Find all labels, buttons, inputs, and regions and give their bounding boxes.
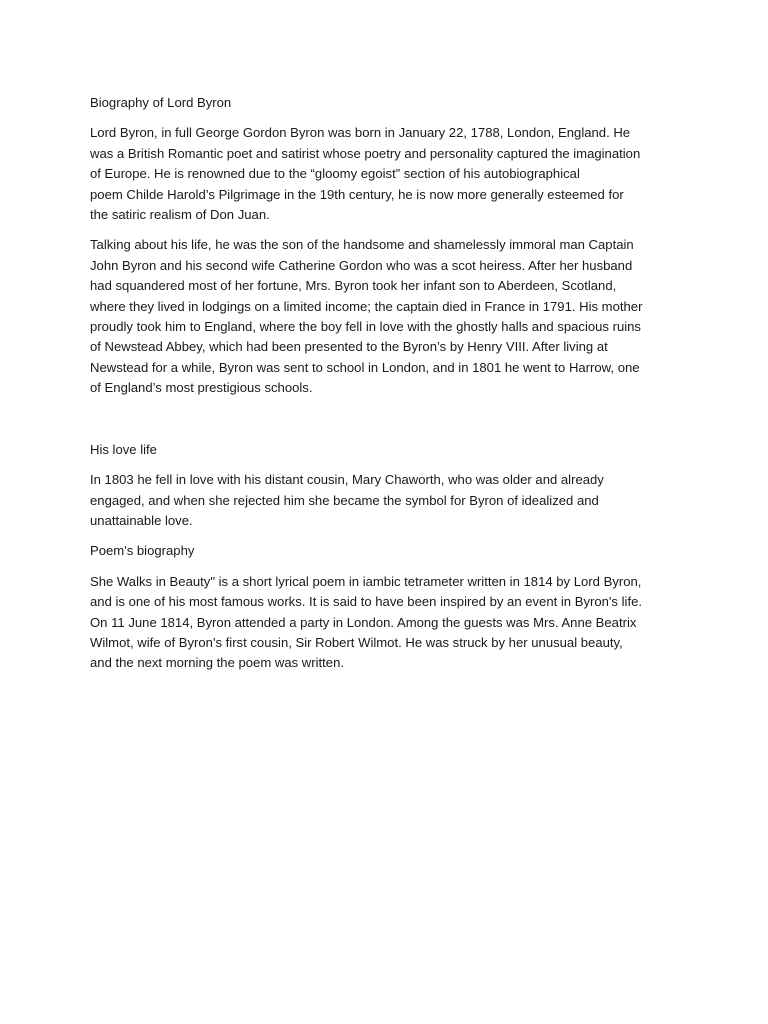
paragraph-line: engaged, and when she rejected him she became the symbol for Byron of idealized and bbox=[90, 492, 599, 508]
love-life-heading: His love life bbox=[90, 441, 157, 457]
paragraph-line: where they lived in lodgings on a limited income; the captain died in France in 1791. His mother bbox=[90, 298, 643, 314]
paragraph-line: Wilmot, wife of Byron's first cousin, Sir Robert Wilmot. He was struck by her unusual beauty, bbox=[90, 634, 623, 650]
paragraph-line: of Newstead Abbey, which had been presented to the Byron’s by Henry VIII. After living at bbox=[90, 339, 608, 355]
document-title: Biography of Lord Byron bbox=[90, 95, 232, 110]
poem-paragraph bbox=[90, 572, 690, 674]
paragraph-line: of Europe. He is renowned due to the “gloomy egoist” section of his autobiographical bbox=[90, 166, 580, 182]
life-paragraph bbox=[90, 235, 690, 398]
paragraph-line: had squandered most of her fortune, Mrs. Byron took her infant son to Aberdeen, Scotland, bbox=[90, 278, 617, 294]
blank-spacer bbox=[90, 409, 690, 440]
document-page bbox=[90, 93, 690, 684]
paragraph-line: She Walks in Beauty" is a short lyrical poem in iambic tetrameter written in 1814 by Lord Byron, bbox=[90, 573, 642, 589]
poem-heading: Poem's biography bbox=[90, 543, 195, 559]
paragraph-line: of England’s most prestigious schools. bbox=[90, 380, 313, 396]
paragraph-line: John Byron and his second wife Catherine Gordon who was a scot heiress. After her husband bbox=[90, 257, 633, 273]
paragraph-line: Talking about his life, he was the son of the handsome and shamelessly immoral man Captain bbox=[90, 237, 634, 253]
paragraph-line: the satiric realism of Don Juan. bbox=[90, 207, 270, 223]
paragraph-line: poem Childe Harold’s Pilgrimage in the 19th century, he is now more generally esteemed for bbox=[90, 186, 624, 202]
paragraph-line: and the next morning the poem was written. bbox=[90, 655, 345, 671]
paragraph-line: proudly took him to England, where the boy fell in love with the ghostly halls and spacious ruins bbox=[90, 319, 641, 335]
paragraph-line: On 11 June 1814, Byron attended a party in London. Among the guests was Mrs. Anne Beatrix bbox=[90, 614, 637, 630]
love-life-paragraph bbox=[90, 470, 690, 531]
paragraph-line: and is one of his most famous works. It is said to have been inspired by an event in Byron's life. bbox=[90, 594, 642, 610]
paragraph-line: was a British Romantic poet and satirist whose poetry and personality captured the imagination bbox=[90, 145, 641, 161]
paragraph-line: Lord Byron, in full George Gordon Byron was born in January 22, 1788, London, England. He bbox=[90, 125, 631, 141]
intro-paragraph bbox=[90, 123, 690, 225]
paragraph-line: unattainable love. bbox=[90, 512, 193, 528]
paragraph-line: Newstead for a while, Byron was sent to school in London, and in 1801 he went to Harrow, one bbox=[90, 359, 640, 375]
paragraph-line: In 1803 he fell in love with his distant cousin, Mary Chaworth, who was older and already bbox=[90, 472, 604, 488]
